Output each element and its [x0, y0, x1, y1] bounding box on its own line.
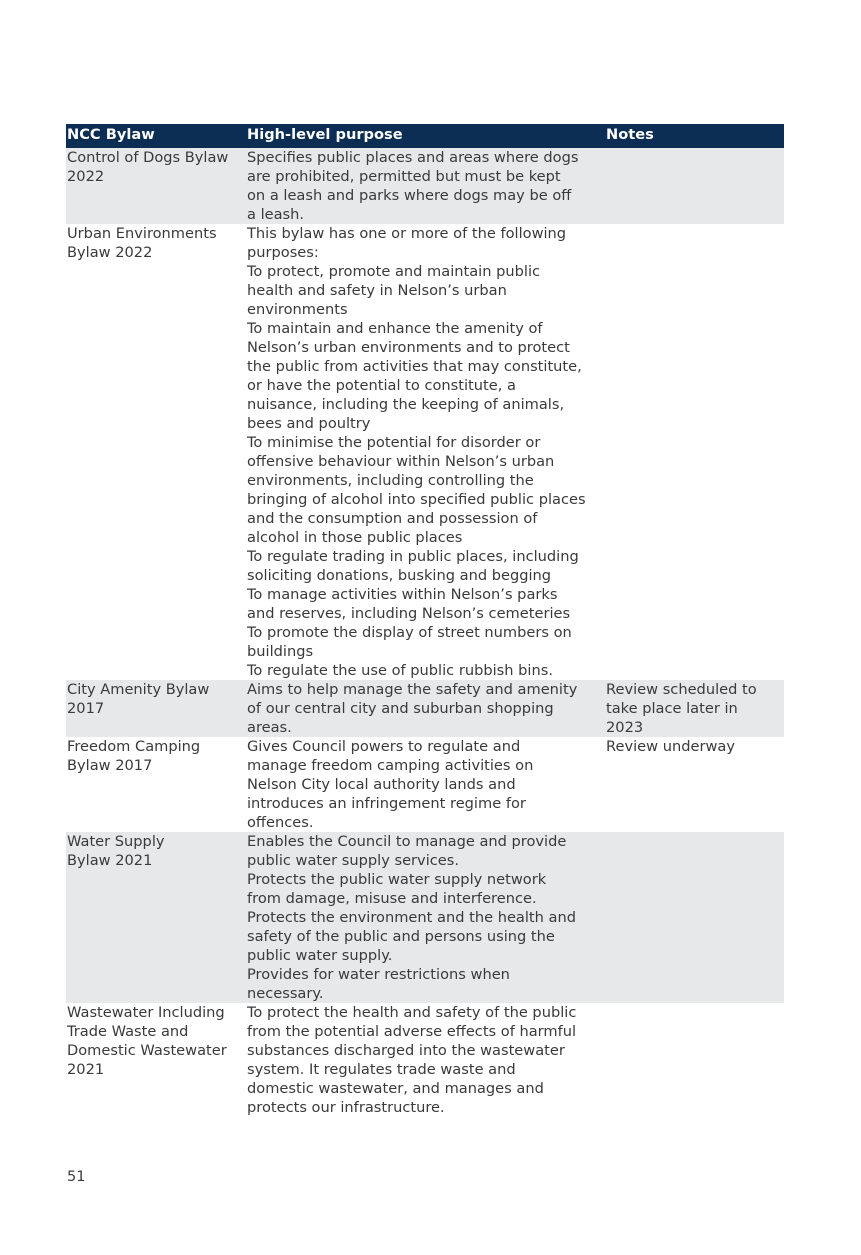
purpose-cell-line: the public from activities that may constitute, [247, 358, 582, 375]
purpose-cell-line: on a leash and parks where dogs may be off [247, 187, 572, 204]
purpose-cell-line: bringing of alcohol into specified public places [247, 491, 586, 508]
table-row [66, 1003, 784, 1117]
bylaw-cell-line: Water Supply [67, 833, 165, 850]
purpose-cell-line: are prohibited, permitted but must be kept [247, 168, 561, 185]
purpose-cell-line: To maintain and enhance the amenity of [247, 320, 543, 337]
purpose-cell-line: from the potential adverse effects of harmful [247, 1023, 577, 1040]
bylaw-cell-line: 2017 [67, 700, 105, 717]
purpose-cell-line: Nelson’s urban environments and to protect [247, 339, 570, 356]
purpose-cell-line: To minimise the potential for disorder or [247, 434, 541, 451]
notes-cell [605, 680, 784, 737]
purpose-cell-line: system. It regulates trade waste and [247, 1061, 516, 1078]
table-header-row [66, 124, 784, 148]
purpose-cell [246, 737, 605, 832]
purpose-cell [246, 832, 605, 1003]
bylaw-cell [66, 224, 246, 680]
notes-cell-line: Review scheduled to [606, 681, 757, 698]
bylaw-cell-line: Wastewater Including [67, 1004, 225, 1021]
purpose-cell-line: Protects the environment and the health and [247, 909, 576, 926]
purpose-cell-line: To manage activities within Nelson’s parks [247, 586, 558, 603]
header-purpose: High-level purpose [246, 124, 605, 148]
purpose-cell-line: areas. [247, 719, 292, 736]
purpose-cell-line: Protects the public water supply network [247, 871, 547, 888]
bylaw-cell [66, 737, 246, 832]
purpose-cell-line: soliciting donations, busking and begging [247, 567, 552, 584]
purpose-cell-line: substances discharged into the wastewater [247, 1042, 565, 1059]
bylaw-cell-line: 2022 [67, 168, 105, 185]
notes-cell-line: 2023 [606, 719, 644, 736]
purpose-cell-line: offensive behaviour within Nelson’s urban [247, 453, 555, 470]
purpose-cell-line: Enables the Council to manage and provide [247, 833, 567, 850]
purpose-cell-line: To protect the health and safety of the public [247, 1004, 577, 1021]
purpose-cell-line: Provides for water restrictions when [247, 966, 510, 983]
header-bylaw: NCC Bylaw [66, 124, 246, 148]
bylaw-cell-line: Urban Environments [67, 225, 217, 242]
header-notes: Notes [605, 124, 784, 148]
purpose-cell-line: health and safety in Nelson’s urban [247, 282, 507, 299]
purpose-cell-line: a leash. [247, 206, 305, 223]
purpose-cell-line: necessary. [247, 985, 324, 1002]
bylaw-cell [66, 148, 246, 224]
page-number: 51 [67, 1168, 86, 1185]
bylaw-cell-line: Domestic Wastewater [67, 1042, 227, 1059]
purpose-cell-line: public water supply. [247, 947, 393, 964]
purpose-cell-line: safety of the public and persons using the [247, 928, 555, 945]
purpose-cell-line: and reserves, including Nelson’s cemeteries [247, 605, 571, 622]
purpose-cell [246, 680, 605, 737]
bylaw-cell-line: Bylaw 2021 [67, 852, 153, 869]
bylaw-cell [66, 1003, 246, 1117]
bylaw-cell-line: Bylaw 2022 [67, 244, 153, 261]
purpose-cell-line: from damage, misuse and interference. [247, 890, 537, 907]
purpose-cell-line: environments [247, 301, 348, 318]
purpose-cell-line: To regulate the use of public rubbish bins. [247, 662, 553, 679]
table-row [66, 224, 784, 680]
purpose-cell [246, 224, 605, 680]
purpose-cell-line: Gives Council powers to regulate and [247, 738, 521, 755]
purpose-cell-line: alcohol in those public places [247, 529, 463, 546]
notes-cell [605, 832, 784, 1003]
purpose-cell-line: introduces an infringement regime for [247, 795, 526, 812]
bylaw-cell [66, 680, 246, 737]
purpose-cell [246, 1003, 605, 1117]
table-row [66, 680, 784, 737]
purpose-cell-line: To regulate trading in public places, including [247, 548, 579, 565]
purpose-cell-line: To promote the display of street numbers on [247, 624, 572, 641]
bylaw-cell [66, 832, 246, 1003]
bylaw-cell-line: Control of Dogs Bylaw [67, 149, 229, 166]
notes-cell-line: Review underway [606, 738, 735, 755]
purpose-cell-line: bees and poultry [247, 415, 371, 432]
purpose-cell-line: purposes: [247, 244, 319, 261]
purpose-cell-line: and the consumption and possession of [247, 510, 538, 527]
notes-cell [605, 148, 784, 224]
purpose-cell-line: manage freedom camping activities on [247, 757, 534, 774]
notes-cell [605, 224, 784, 680]
notes-cell [605, 1003, 784, 1117]
bylaw-table [66, 124, 784, 1117]
bylaw-cell-line: Bylaw 2017 [67, 757, 153, 774]
bylaw-cell-line: City Amenity Bylaw [67, 681, 210, 698]
purpose-cell-line: public water supply services. [247, 852, 459, 869]
purpose-cell [246, 148, 605, 224]
purpose-cell-line: This bylaw has one or more of the following [247, 225, 567, 242]
purpose-cell-line: Nelson City local authority lands and [247, 776, 516, 793]
notes-cell [605, 737, 784, 832]
bylaw-cell-line: Freedom Camping [67, 738, 201, 755]
purpose-cell-line: protects our infrastructure. [247, 1099, 445, 1116]
purpose-cell-line: nuisance, including the keeping of animals, [247, 396, 565, 413]
purpose-cell-line: Specifies public places and areas where dogs [247, 149, 579, 166]
table-row [66, 737, 784, 832]
purpose-cell-line: To protect, promote and maintain public [247, 263, 541, 280]
table-row [66, 148, 784, 224]
bylaw-cell-line: Trade Waste and [67, 1023, 189, 1040]
purpose-cell-line: or have the potential to constitute, a [247, 377, 516, 394]
purpose-cell-line: environments, including controlling the [247, 472, 534, 489]
table-row [66, 832, 784, 1003]
purpose-cell-line: offences. [247, 814, 314, 831]
bylaw-cell-line: 2021 [67, 1061, 105, 1078]
purpose-cell-line: buildings [247, 643, 314, 660]
purpose-cell-line: of our central city and suburban shopping [247, 700, 554, 717]
purpose-cell-line: domestic wastewater, and manages and [247, 1080, 544, 1097]
purpose-cell-line: Aims to help manage the safety and amenity [247, 681, 578, 698]
notes-cell-line: take place later in [606, 700, 738, 717]
